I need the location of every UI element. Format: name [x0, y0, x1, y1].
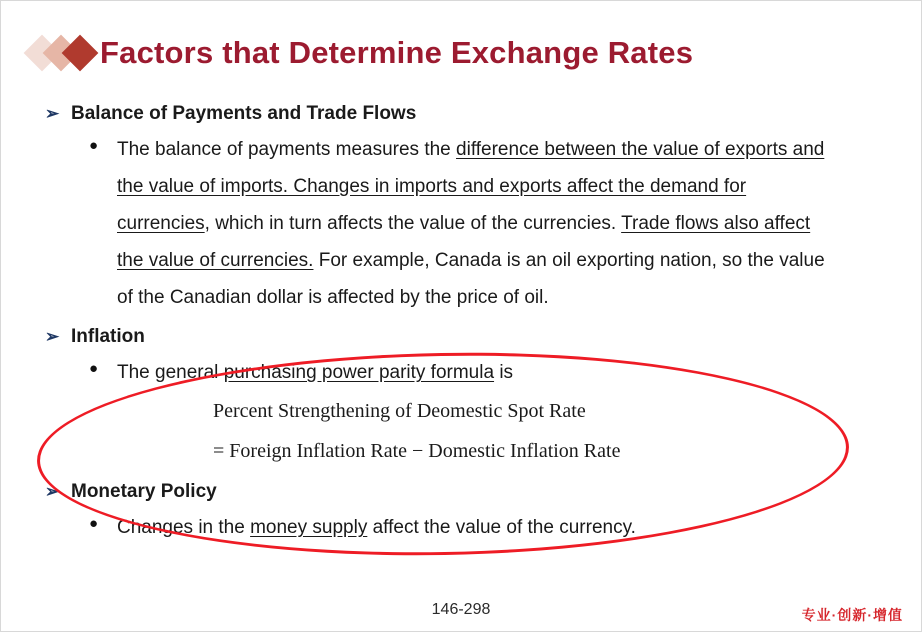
bullet-text-part1: Changes in the [117, 517, 251, 538]
page-title: Factors that Determine Exchange Rates [100, 35, 694, 70]
bullet-text [117, 509, 636, 546]
bullet-text-part3: For example, Canada is an oil exporting nation, so the value of the Canadian dollar is affected by the price of oil. [117, 250, 825, 308]
bullet-text-underline1: purchasing power parity formula [223, 362, 495, 383]
slide-body [45, 93, 893, 546]
section-heading-label: Monetary Policy [71, 481, 217, 502]
formula-line-1: Percent Strengthening of Deomestic Spot Rate [213, 400, 586, 422]
page-number: 146-298 [431, 601, 491, 618]
title-row [29, 25, 693, 81]
round-bullet-icon: ● [89, 137, 99, 154]
round-bullet-icon: ● [89, 515, 99, 532]
section-heading-label: Balance of Payments and Trade Flows [71, 103, 417, 124]
brand-watermark: 专业·创新·增值 [801, 607, 903, 623]
section-heading-balance-of-payments [45, 101, 893, 127]
section-heading-label: Inflation [71, 326, 145, 347]
diamond-decoration-icon [29, 40, 86, 66]
bullet-text-underline1: difference between the value of exports and the value of imports. Changes in imports and exports affect the demand for currencies [117, 139, 825, 234]
bullet-text-part1: The balance of payments measures the [117, 139, 457, 160]
section-heading-inflation [45, 324, 893, 350]
bullet-text-part2: is [494, 362, 514, 383]
bullet-inflation [89, 354, 893, 391]
round-bullet-icon: ● [89, 360, 99, 377]
bullet-text-part2: , which in turn affects the value of the currencies. [204, 213, 622, 234]
bullet-text [117, 354, 513, 391]
bullet-monetary-policy [89, 509, 893, 546]
bullet-text-underline1: money supply [250, 517, 368, 538]
bullet-text [117, 131, 837, 316]
arrow-bullet-icon: ➢ [45, 482, 60, 501]
bullet-text-part1: The general [117, 362, 224, 383]
arrow-bullet-icon: ➢ [45, 327, 60, 346]
bullet-text-part2: affect the value of the currency. [367, 517, 636, 538]
section-heading-monetary-policy [45, 479, 893, 505]
arrow-bullet-icon: ➢ [45, 104, 60, 123]
bullet-balance-of-payments [89, 131, 893, 316]
formula-line-2: = Foreign Inflation Rate − Domestic Inflation Rate [213, 440, 621, 462]
bullet-text-underline2: Trade flows also affect the value of currencies. [117, 213, 811, 271]
